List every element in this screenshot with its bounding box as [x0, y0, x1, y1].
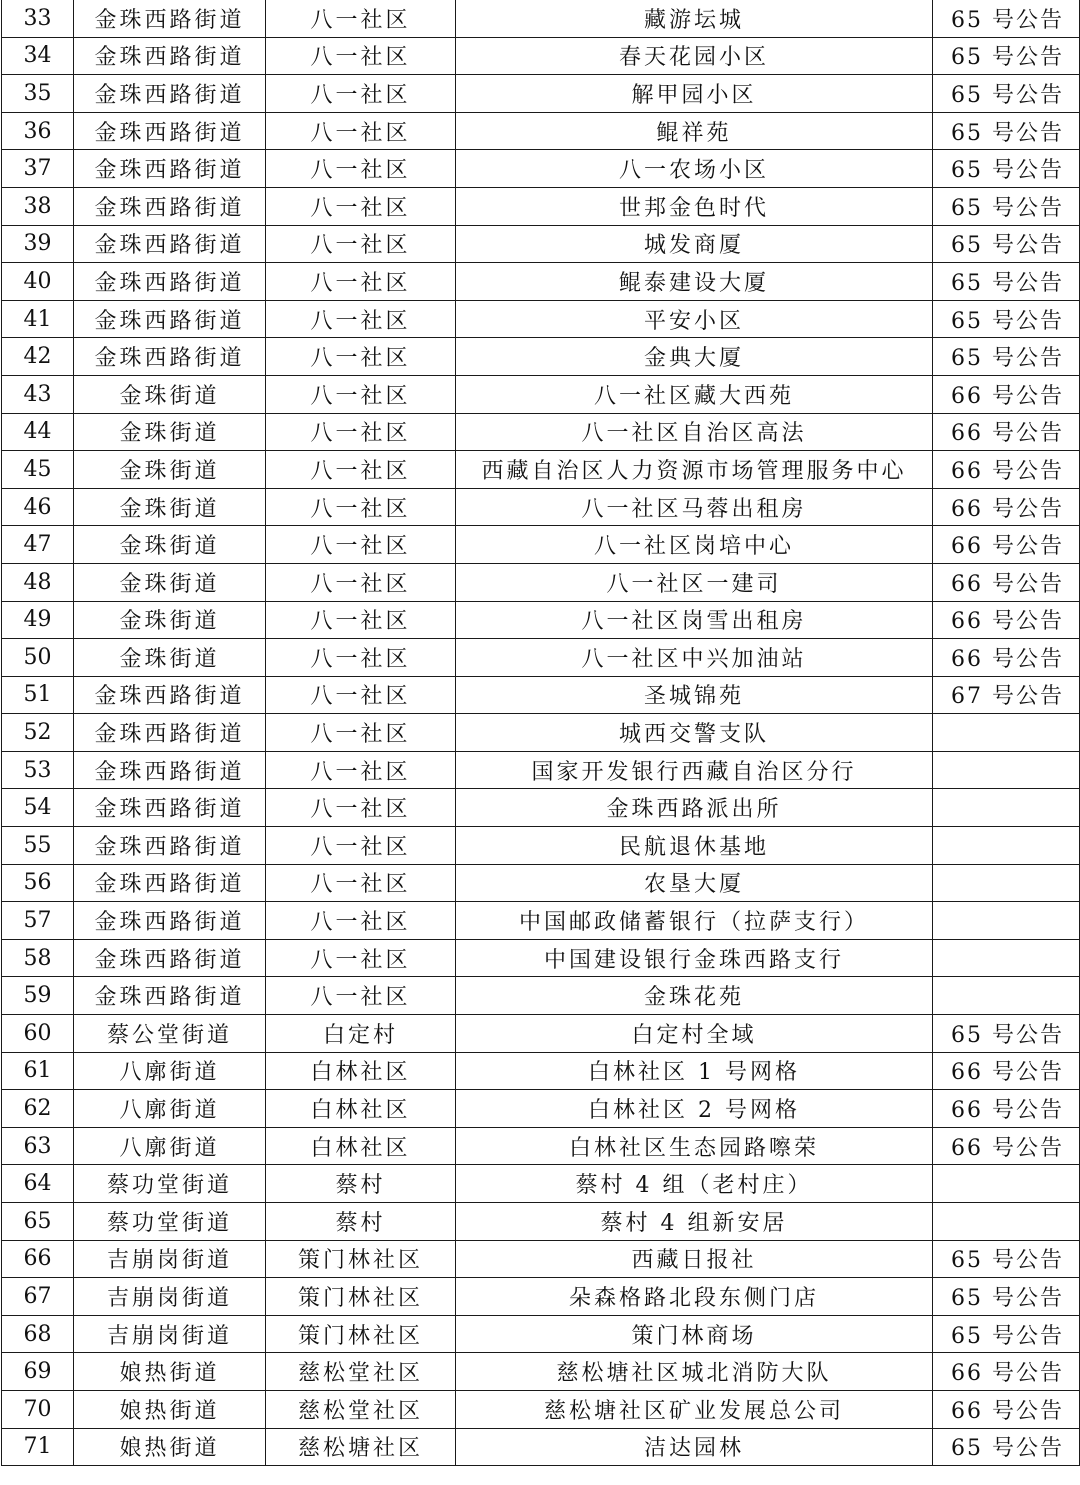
street-cell: 金珠西路街道	[74, 187, 266, 225]
community-cell: 八一社区	[266, 300, 456, 338]
table-row	[2, 902, 1080, 940]
community-cell: 慈松塘社区	[266, 1428, 456, 1466]
table-row	[2, 1315, 1080, 1353]
community-cell: 八一社区	[266, 977, 456, 1015]
community-cell: 八一社区	[266, 488, 456, 526]
community-cell: 蔡村	[266, 1203, 456, 1241]
notice-cell: 65 号公告	[933, 1428, 1080, 1466]
notice-cell: 65 号公告	[933, 263, 1080, 301]
notice-cell: 65 号公告	[933, 225, 1080, 263]
row-number: 33	[2, 0, 74, 37]
street-cell: 金珠街道	[74, 526, 266, 564]
street-cell: 吉崩岗街道	[74, 1315, 266, 1353]
notice-cell: 65 号公告	[933, 1015, 1080, 1053]
community-cell: 八一社区	[266, 676, 456, 714]
street-cell: 娘热街道	[74, 1428, 266, 1466]
row-number: 53	[2, 751, 74, 789]
table-row	[2, 225, 1080, 263]
street-cell: 金珠西路街道	[74, 112, 266, 150]
row-number: 47	[2, 526, 74, 564]
table-row	[2, 714, 1080, 752]
table-row	[2, 37, 1080, 75]
location-cell: 国家开发银行西藏自治区分行	[456, 751, 933, 789]
row-number: 48	[2, 563, 74, 601]
street-cell: 金珠西路街道	[74, 0, 266, 37]
row-number: 44	[2, 413, 74, 451]
notice-cell	[933, 864, 1080, 902]
notice-cell	[933, 1203, 1080, 1241]
community-cell: 白林社区	[266, 1090, 456, 1128]
table-row	[2, 526, 1080, 564]
location-cell: 城西交警支队	[456, 714, 933, 752]
location-cell: 金珠西路派出所	[456, 789, 933, 827]
community-cell: 八一社区	[266, 563, 456, 601]
row-number: 49	[2, 601, 74, 639]
street-cell: 金珠街道	[74, 451, 266, 489]
location-cell: 洁达园林	[456, 1428, 933, 1466]
community-cell: 八一社区	[266, 751, 456, 789]
row-number: 35	[2, 75, 74, 113]
street-cell: 金珠西路街道	[74, 714, 266, 752]
community-cell: 八一社区	[266, 639, 456, 677]
notice-cell: 66 号公告	[933, 1390, 1080, 1428]
row-number: 68	[2, 1315, 74, 1353]
location-cell: 八一农场小区	[456, 150, 933, 188]
community-cell: 八一社区	[266, 375, 456, 413]
community-cell: 八一社区	[266, 0, 456, 37]
community-cell: 八一社区	[266, 902, 456, 940]
row-number: 63	[2, 1127, 74, 1165]
row-number: 56	[2, 864, 74, 902]
row-number: 66	[2, 1240, 74, 1278]
community-cell: 八一社区	[266, 939, 456, 977]
notice-cell	[933, 789, 1080, 827]
row-number: 38	[2, 187, 74, 225]
location-cell: 白林社区生态园路嚓荣	[456, 1127, 933, 1165]
community-cell: 慈松堂社区	[266, 1353, 456, 1391]
table-row	[2, 300, 1080, 338]
community-cell: 八一社区	[266, 187, 456, 225]
street-cell: 金珠西路街道	[74, 789, 266, 827]
location-cell: 中国邮政储蓄银行（拉萨支行）	[456, 902, 933, 940]
street-cell: 蔡功堂街道	[74, 1165, 266, 1203]
community-cell: 八一社区	[266, 75, 456, 113]
community-cell: 八一社区	[266, 789, 456, 827]
street-cell: 金珠西路街道	[74, 939, 266, 977]
notice-cell: 66 号公告	[933, 639, 1080, 677]
notice-cell: 65 号公告	[933, 338, 1080, 376]
street-cell: 金珠西路街道	[74, 150, 266, 188]
row-number: 54	[2, 789, 74, 827]
location-cell: 白林社区 1 号网格	[456, 1052, 933, 1090]
street-cell: 吉崩岗街道	[74, 1278, 266, 1316]
row-number: 45	[2, 451, 74, 489]
street-cell: 金珠西路街道	[74, 300, 266, 338]
table-row	[2, 0, 1080, 37]
street-cell: 金珠西路街道	[74, 864, 266, 902]
table-row	[2, 1052, 1080, 1090]
street-cell: 金珠街道	[74, 601, 266, 639]
street-cell: 金珠街道	[74, 639, 266, 677]
row-number: 37	[2, 150, 74, 188]
data-table	[1, 0, 1080, 1466]
street-cell: 吉崩岗街道	[74, 1240, 266, 1278]
row-number: 34	[2, 37, 74, 75]
location-cell: 八一社区自治区高法	[456, 413, 933, 451]
table-row	[2, 1165, 1080, 1203]
table-row	[2, 338, 1080, 376]
row-number: 64	[2, 1165, 74, 1203]
row-number: 42	[2, 338, 74, 376]
table-row	[2, 150, 1080, 188]
table-row	[2, 601, 1080, 639]
community-cell: 慈松堂社区	[266, 1390, 456, 1428]
location-cell: 八一社区岗培中心	[456, 526, 933, 564]
street-cell: 金珠西路街道	[74, 676, 266, 714]
notice-cell: 66 号公告	[933, 1052, 1080, 1090]
community-cell: 白林社区	[266, 1127, 456, 1165]
table-row	[2, 1090, 1080, 1128]
location-cell: 平安小区	[456, 300, 933, 338]
location-cell: 西藏自治区人力资源市场管理服务中心	[456, 451, 933, 489]
location-cell: 西藏日报社	[456, 1240, 933, 1278]
location-cell: 白林社区 2 号网格	[456, 1090, 933, 1128]
street-cell: 八廓街道	[74, 1090, 266, 1128]
street-cell: 金珠西路街道	[74, 827, 266, 865]
location-cell: 鲲泰建设大厦	[456, 263, 933, 301]
row-number: 62	[2, 1090, 74, 1128]
location-cell: 蔡村 4 组（老村庄）	[456, 1165, 933, 1203]
table-row	[2, 1203, 1080, 1241]
community-cell: 八一社区	[266, 827, 456, 865]
row-number: 52	[2, 714, 74, 752]
table-row	[2, 1240, 1080, 1278]
table-row	[2, 563, 1080, 601]
notice-cell: 65 号公告	[933, 300, 1080, 338]
table-row	[2, 676, 1080, 714]
row-number: 36	[2, 112, 74, 150]
street-cell: 金珠街道	[74, 413, 266, 451]
location-cell: 金珠花苑	[456, 977, 933, 1015]
community-cell: 八一社区	[266, 37, 456, 75]
row-number: 65	[2, 1203, 74, 1241]
notice-cell: 66 号公告	[933, 1090, 1080, 1128]
street-cell: 金珠西路街道	[74, 225, 266, 263]
table-row	[2, 451, 1080, 489]
street-cell: 金珠西路街道	[74, 977, 266, 1015]
row-number: 46	[2, 488, 74, 526]
notice-cell: 65 号公告	[933, 75, 1080, 113]
notice-cell: 66 号公告	[933, 413, 1080, 451]
location-cell: 民航退休基地	[456, 827, 933, 865]
table-row	[2, 1390, 1080, 1428]
notice-cell: 66 号公告	[933, 526, 1080, 564]
notice-cell: 65 号公告	[933, 112, 1080, 150]
notice-cell: 65 号公告	[933, 1315, 1080, 1353]
table-row	[2, 75, 1080, 113]
notice-cell: 65 号公告	[933, 187, 1080, 225]
notice-cell: 65 号公告	[933, 0, 1080, 37]
row-number: 43	[2, 375, 74, 413]
table-row	[2, 751, 1080, 789]
table-row	[2, 977, 1080, 1015]
table-row	[2, 375, 1080, 413]
community-cell: 白定村	[266, 1015, 456, 1053]
community-cell: 八一社区	[266, 112, 456, 150]
row-number: 71	[2, 1428, 74, 1466]
location-cell: 朵森格路北段东侧门店	[456, 1278, 933, 1316]
table-row	[2, 789, 1080, 827]
community-cell: 策门林社区	[266, 1240, 456, 1278]
location-cell: 中国建设银行金珠西路支行	[456, 939, 933, 977]
community-cell: 八一社区	[266, 263, 456, 301]
community-cell: 八一社区	[266, 338, 456, 376]
notice-cell: 66 号公告	[933, 1127, 1080, 1165]
community-cell: 白林社区	[266, 1052, 456, 1090]
street-cell: 金珠街道	[74, 375, 266, 413]
community-cell: 蔡村	[266, 1165, 456, 1203]
table-row	[2, 187, 1080, 225]
community-cell: 八一社区	[266, 714, 456, 752]
row-number: 51	[2, 676, 74, 714]
notice-cell: 66 号公告	[933, 1353, 1080, 1391]
notice-cell: 66 号公告	[933, 375, 1080, 413]
location-cell: 八一社区藏大西苑	[456, 375, 933, 413]
table-row	[2, 263, 1080, 301]
table-row	[2, 112, 1080, 150]
notice-cell: 65 号公告	[933, 1240, 1080, 1278]
row-number: 58	[2, 939, 74, 977]
location-cell: 慈松塘社区城北消防大队	[456, 1353, 933, 1391]
table-row	[2, 413, 1080, 451]
street-cell: 金珠西路街道	[74, 751, 266, 789]
notice-cell	[933, 939, 1080, 977]
street-cell: 金珠街道	[74, 563, 266, 601]
table-row	[2, 1127, 1080, 1165]
location-cell: 八一社区岗雪出租房	[456, 601, 933, 639]
community-cell: 八一社区	[266, 451, 456, 489]
location-cell: 藏游坛城	[456, 0, 933, 37]
community-cell: 策门林社区	[266, 1278, 456, 1316]
location-cell: 鲲祥苑	[456, 112, 933, 150]
community-cell: 八一社区	[266, 413, 456, 451]
notice-cell: 65 号公告	[933, 1278, 1080, 1316]
community-cell: 八一社区	[266, 526, 456, 564]
row-number: 59	[2, 977, 74, 1015]
row-number: 60	[2, 1015, 74, 1053]
location-cell: 世邦金色时代	[456, 187, 933, 225]
location-cell: 金典大厦	[456, 338, 933, 376]
row-number: 55	[2, 827, 74, 865]
street-cell: 蔡功堂街道	[74, 1203, 266, 1241]
street-cell: 金珠西路街道	[74, 902, 266, 940]
street-cell: 金珠西路街道	[74, 75, 266, 113]
row-number: 67	[2, 1278, 74, 1316]
table-row	[2, 939, 1080, 977]
row-number: 57	[2, 902, 74, 940]
row-number: 70	[2, 1390, 74, 1428]
community-cell: 八一社区	[266, 225, 456, 263]
location-cell: 春天花园小区	[456, 37, 933, 75]
location-cell: 城发商厦	[456, 225, 933, 263]
row-number: 41	[2, 300, 74, 338]
community-cell: 八一社区	[266, 150, 456, 188]
notice-cell	[933, 827, 1080, 865]
location-cell: 慈松塘社区矿业发展总公司	[456, 1390, 933, 1428]
table-row	[2, 827, 1080, 865]
street-cell: 八廓街道	[74, 1052, 266, 1090]
street-cell: 金珠西路街道	[74, 37, 266, 75]
street-cell: 娘热街道	[74, 1390, 266, 1428]
community-cell: 八一社区	[266, 864, 456, 902]
location-cell: 圣城锦苑	[456, 676, 933, 714]
location-cell: 蔡村 4 组新安居	[456, 1203, 933, 1241]
notice-cell: 67 号公告	[933, 676, 1080, 714]
notice-cell: 66 号公告	[933, 488, 1080, 526]
table-row	[2, 488, 1080, 526]
location-cell: 农垦大厦	[456, 864, 933, 902]
notice-cell: 66 号公告	[933, 601, 1080, 639]
street-cell: 金珠西路街道	[74, 338, 266, 376]
notice-cell: 65 号公告	[933, 150, 1080, 188]
location-cell: 八一社区中兴加油站	[456, 639, 933, 677]
row-number: 69	[2, 1353, 74, 1391]
row-number: 50	[2, 639, 74, 677]
notice-cell	[933, 751, 1080, 789]
table-row	[2, 1428, 1080, 1466]
notice-cell	[933, 977, 1080, 1015]
location-cell: 八一社区马蓉出租房	[456, 488, 933, 526]
table-row	[2, 1353, 1080, 1391]
notice-cell: 65 号公告	[933, 37, 1080, 75]
table-row	[2, 864, 1080, 902]
street-cell: 娘热街道	[74, 1353, 266, 1391]
notice-cell	[933, 1165, 1080, 1203]
location-cell: 策门林商场	[456, 1315, 933, 1353]
table-row	[2, 1015, 1080, 1053]
notice-cell: 66 号公告	[933, 563, 1080, 601]
notice-cell	[933, 714, 1080, 752]
notice-cell: 66 号公告	[933, 451, 1080, 489]
row-number: 40	[2, 263, 74, 301]
row-number: 61	[2, 1052, 74, 1090]
street-cell: 金珠街道	[74, 488, 266, 526]
row-number: 39	[2, 225, 74, 263]
location-cell: 白定村全域	[456, 1015, 933, 1053]
table-row	[2, 1278, 1080, 1316]
street-cell: 八廓街道	[74, 1127, 266, 1165]
location-cell: 解甲园小区	[456, 75, 933, 113]
notice-cell	[933, 902, 1080, 940]
table-row	[2, 639, 1080, 677]
community-cell: 八一社区	[266, 601, 456, 639]
location-cell: 八一社区一建司	[456, 563, 933, 601]
street-cell: 蔡公堂街道	[74, 1015, 266, 1053]
community-cell: 策门林社区	[266, 1315, 456, 1353]
street-cell: 金珠西路街道	[74, 263, 266, 301]
